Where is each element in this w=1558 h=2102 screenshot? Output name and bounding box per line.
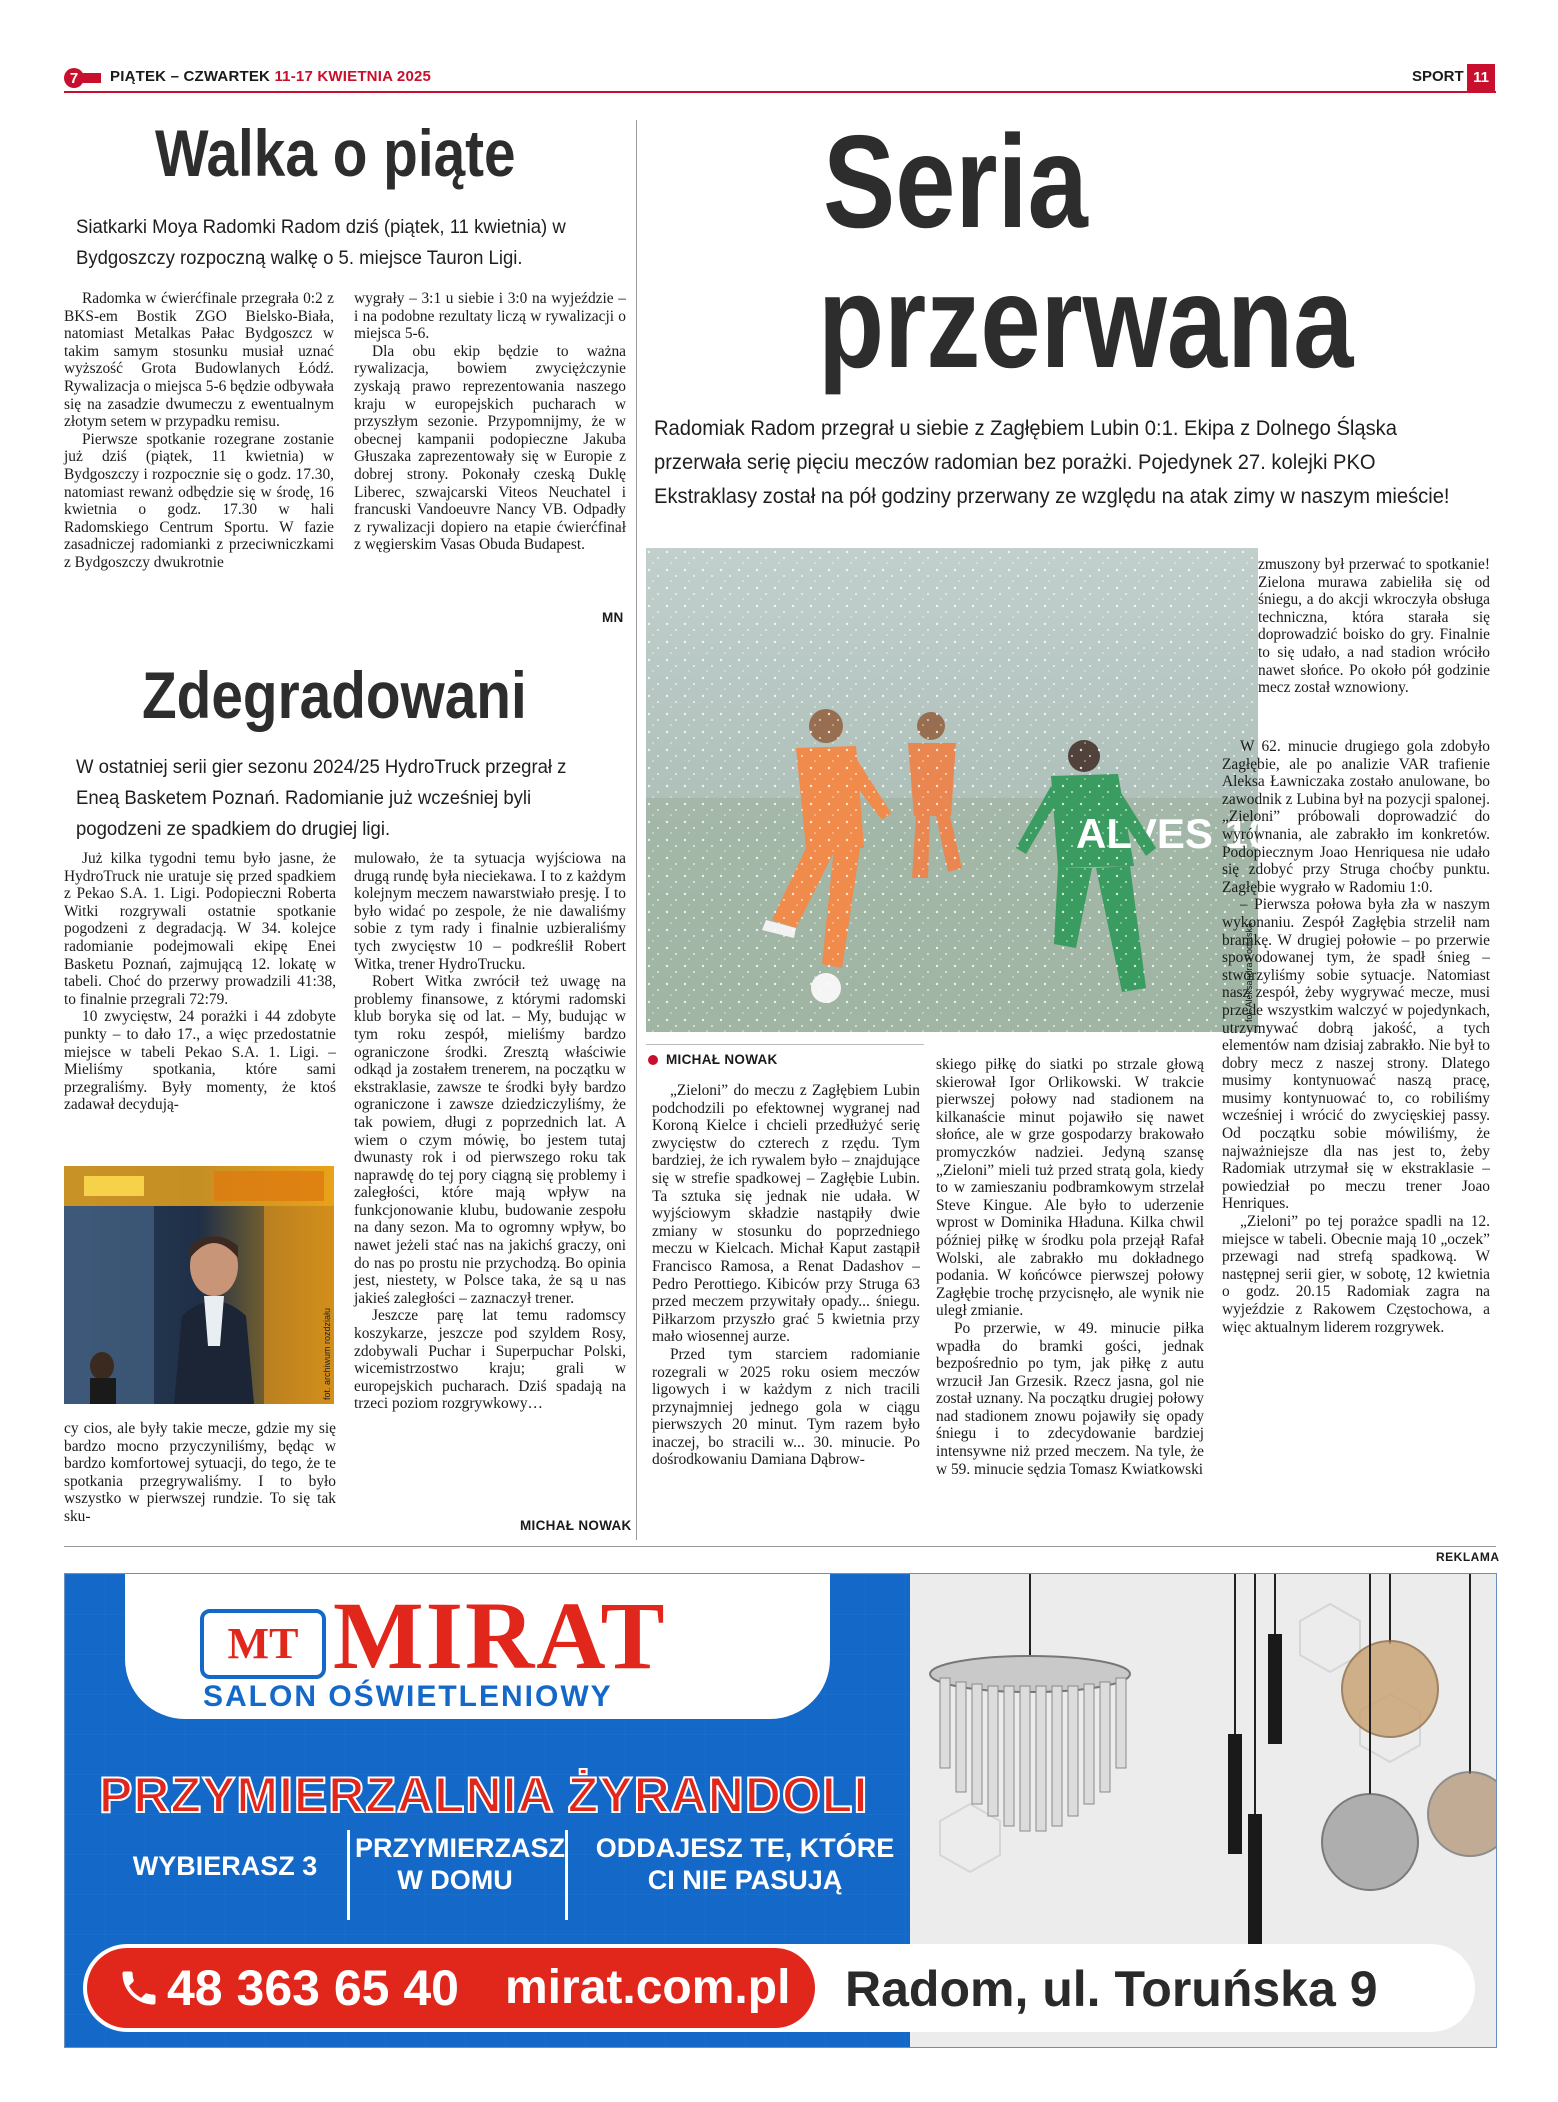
match-photo-image <box>646 548 1258 1032</box>
section-label: SPORT <box>1412 68 1464 85</box>
coach-photo <box>64 1166 334 1404</box>
article2-author: MICHAŁ NOWAK <box>520 1518 632 1533</box>
author-rule <box>646 1044 924 1045</box>
article1-col1 <box>64 290 334 572</box>
article1-lead: Siatkarki Moya Radomki Radom dziś (piątek, 11 kwietnia) w Bydgoszczy rozpoczną walkę o 5. miejsce Tauron Ligi. <box>76 216 566 269</box>
coach-photo-image <box>64 1166 334 1404</box>
article3-col2 <box>936 1056 1204 1478</box>
phone-icon <box>117 1966 161 2010</box>
paragraph: „Zieloni” po tej porażce spadli na 12. miejsce w tabeli. Obecnie mają 10 „oczek” przewagi nad strefą spadkową. W następnej serii gier, w sobotę, 12 kwietnia o godz. 20.15 Radomiak zagra na wyjeździe z Rakowem Częstochowa, a więc aktualnym liderem rozgrywek. <box>1222 1213 1490 1336</box>
paragraph: 10 zwycięstw, 24 porażki i 44 zdobyte punkty – to dało 17., a więc przedostatnie miejsce w tabeli Pekao S.A. 1. Ligi. – Mieliśmy spotkania, które sami przegraliśmy. Były momenty, że ktoś zadawał decydują- <box>64 1008 336 1114</box>
ad-step-divider <box>565 1830 568 1920</box>
paragraph: Już kilka tygodni temu było jasne, że HydroTruck nie uratuje się przed spadkiem z Pekao S.A. 1. Ligi. Podopieczni Roberta Witki rozgrywali ostatnie spotkanie pogodzeni z degradacją. W 34. kolejce radomianie podejmowali ekipę Enei Basketu Poznań, zajmującą 12. lokatę w tabeli. Choć do przerwy prowadzili 41:38, to finalnie przegrali 72:79. <box>64 850 336 1008</box>
svg-text:7: 7 <box>69 70 79 87</box>
ad-banner: PRZYMIERZALNIA ŻYRANDOLI <box>99 1767 869 1823</box>
article3-author: MICHAŁ NOWAK <box>666 1052 778 1067</box>
ad-step2: PRZYMIERZASZ W DOMU <box>355 1833 566 1895</box>
paragraph: mulowało, że ta sytuacja wyjściowa na drugą rundę była nieciekawa. I to z każdym kolejnym meczem nawarstwiało presję. I to było widać po zespole, że nie dawaliśmy sobie z tym rady i finalnie uzbieraliśmy tych zwycięstw 10 – podkreślił Robert Witka, trener HydroTrucku. <box>354 850 626 973</box>
paragraph: – Pierwsza połowa była zła w naszym wykonaniu. Zespół Zagłębia strzelił nam bramkę. W drugiej połowie – po przerwie spowodowanej tym, że spadł śnieg – stworzyliśmy sobie sytuacje. Natomiast nasz zespół, żeby wygrywać mecze, musi przede wszystkim walczyć w pojedynkach, utrzymywać dobrą jakość, a tych elementów nam dzisiaj zabrakło. Nie był to dobry mecz z naszej strony. Dlatego musimy kontynuować naszą pracę, musimy kontynuować to, co robiliśmy wcześniej i wrócić do zwycięskiej passy. Od początku sobie mówiliśmy, że najważniejsze dla nas jest to, żeby Radomiak utrzymał się w ekstraklasie – powiedział po meczu trener Joao Henriques. <box>1222 896 1490 1213</box>
column-divider <box>636 120 637 1540</box>
ad-step-divider <box>347 1830 350 1920</box>
issue-range: 11-17 KWIETNIA 2025 <box>274 68 432 85</box>
article3-col1 <box>652 1082 920 1469</box>
ad-label: REKLAMA <box>1436 1550 1500 1564</box>
paragraph: cy cios, ale były takie mecze, gdzie my się bardzo mocno przyczyniliśmy, będąc w bardzo komfortowej sytuacji, do tego, że te spotkania przegrywaliśmy. I to było wszystko w pierwszej rundzie. To się tak sku- <box>64 1420 336 1525</box>
issue-days: PIĄTEK – CZWARTEK <box>110 68 271 85</box>
paragraph: zmuszony był przerwać to spotkanie! Zielona murawa zabieliła się od śniegu, a do akcji wkroczyła obsługa techniczna, która starała się doprowadzić boisko do gry. Finalnie to się udało, a nad stadion wróciło nawet słońce. Po około pół godzinie mecz został wznowiony. <box>1258 556 1490 697</box>
paragraph: „Zieloni” do meczu z Zagłębiem Lubin podchodzili po efektownej wygranej nad Koroną Kielce i chcieli przedłużyć serię zwycięstw do czterech z rzędu. Tym bardziej, że ich rywalem było – znajdujące się w strefie spadkowej – Zagłębie Lubin. Ta sztuka się jednak nie udała. W wyjściowym składzie nastąpiły dwie zmiany w stosunku do poprzedniego meczu w Kielcach. Michał Kaput zastąpił Francisco Ramosa, a Renat Dadashov – Pedro Perottiego. Kibiców przy Struga 63 przed meczem przywitały opady... śniegu. Piłkarzom przyszło grać 5 kwietnia przy mało wiosennej aurze. <box>652 1082 920 1346</box>
paragraph: Po przerwie, w 49. minucie piłka wpadła do bramki gości, jednak bezpośrednio po tym, jak piłkę z autu wrzucił Jan Grzesik. Rzecz jasna, gol nie został uznany. Na początku drugiej połowy nad stadionem znowu pojawiły się opady śniegu i to zdecydowanie bardziej intensywne niż przed meczem. Na tyle, że w 59. minucie sędzia Tomasz Kwiatkowski <box>936 1319 1204 1478</box>
match-photo-credit: fot. Aleksandra Podlaska <box>1244 922 1254 1022</box>
mirat-ad[interactable] <box>64 1573 1497 2048</box>
author-dot-icon <box>648 1055 658 1065</box>
article1-author: MN <box>602 610 624 625</box>
ad-phone[interactable]: 48 363 65 40 <box>167 1960 459 2016</box>
ad-step1: WYBIERASZ 3 <box>132 1851 318 1881</box>
paragraph: wygrały – 3:1 u siebie i 3:0 na wyjeździe – i na podobne rezultaty liczą w rywalizacji o miejsca 5-6. <box>354 290 626 343</box>
logo-7dni-icon <box>64 66 102 90</box>
paragraph: Dla obu ekip będzie to ważna rywalizacja, bowiem zwyciężczynie zyskają prawo reprezentowania naszego kraju w europejskich pucharach w przyszłym sezonie. Przypomnijmy, że w obecnej kampanii podopieczne Jakuba Głuszaka zaprezentowały się w Europie z dobrej strony. Pokonały czeską Duklę Liberec, szwajcarski Viteos Neuchatel i francuski Vandoeuvre Nancy VB. Odpadły z rywalizacji dopiero na etapie ćwierćfinał z węgierskim Vasas Obuda Budapest. <box>354 342 626 554</box>
paragraph: Jeszcze parę lat temu radomscy koszykarze, jeszcze pod szyldem Rosy, zdobywali Puchar i Superpuchar Polski, wicemistrzostwo kraju; grali w europejskich pucharach. Dziś spadają na trzeci poziom rozgrywkowy… <box>354 1307 626 1413</box>
page-number: 11 <box>1467 64 1495 91</box>
mirat-logo-icon <box>200 1609 326 1679</box>
header-rule <box>64 91 1496 93</box>
ad-brand: MIRAT <box>333 1582 667 1689</box>
paragraph: Radomka w ćwierćfinale przegrała 0:2 z BKS-em Bostik ZGO Bielsko-Biała, natomiast Metalkas Pałac Bydgoszcz w takim samym stosunku musiał uznać wyższość Grota Budowlanych Łódź. Rywalizacja o miejsca 5-6 będzie odbywała się na zasadzie dwumeczu z ewentualnym złotym setem w przypadku remisu. <box>64 290 334 431</box>
ad-rule <box>64 1546 1496 1547</box>
issue-dates <box>110 68 431 85</box>
article3-col3 <box>1222 738 1490 1336</box>
article2-col1b <box>64 1420 336 1526</box>
ad-step3: ODDAJESZ TE, KTÓRE CI NIE PASUJĄ <box>595 1833 895 1895</box>
article3-col3a <box>1258 556 1490 697</box>
paragraph: Przed tym starciem radomianie rozegrali w 2025 roku osiem meczów ligowych i w każdym z nich tracili przynajmniej jednego gola w ciągu pierwszych 20 minut. Tym razem było inaczej, bo stracili w... 30. minucie. Po dośrodkowaniu Damiana Dąbrow- <box>652 1345 920 1469</box>
paragraph: Pierwsze spotkanie rozegrane zostanie już dziś (piątek, 11 kwietnia) w Bydgoszczy i rozpocznie się o godz. 17.30, natomiast rewanż odbędzie się w środę, 16 kwietnia o godz. 17.30 w hali Radomskiego Centrum Sportu. W fazie zasadniczej radomianki z przeciwniczkami z Bydgoszczy dwukrotnie <box>64 430 334 571</box>
article1-col2 <box>354 290 626 554</box>
article2-col1 <box>64 850 336 1114</box>
article2-col2 <box>354 850 626 1413</box>
article3-title-line1: Seria <box>823 108 1088 255</box>
paragraph: Robert Witka zwrócił też uwagę na problemy finansowe, z którymi radomski klub boryka się od lat. – My, budując w tym roku zespół, mieliśmy bardzo ograniczone środki. Zresztą właściwie odkąd ja zostałem trenerem, na początku w ekstraklasie, zawsze te środki były bardzo ograniczone i zawsze dziedziczyliśmy, że tak powiem, długi z poprzednich lat. A wiem o czym mówię, bo jestem tutaj dwunasty rok i od pierwszego roku tak naprawdę do tej pory ciągną się problemy i zaległości, które mają wpływ na funkcjonowanie klubu, budowanie zespołu na dany sezon. Ma to ogromny wpływ, bo nawet jeżeli stać nas na jakichś graczy, oni do nas po prostu nie przychodzą. Bo opinia jest, niestety, w Polsce taka, że są u nas jakieś zaległości – zaznaczył trener. <box>354 973 626 1307</box>
paragraph: skiego piłkę do siatki po strzale głową skierował Igor Orlikowski. W trakcie pierwszej połowy nad stadionem na kilkanaście minut pojawiło się nawet słońce, ale w grze gospodarzy brakowało promyczków nadziei. Jedyną szansę „Zieloni” mieli tuż przed stratą gola, kiedy to w zamieszaniu podbramkowym strzelał Steve Kingue. Ale było to uderzenie wprost w Dominika Hładuna. Kilka chwil później piłkę w środku pola przejął Rafał Wolski, ale zabrakło mu dokładnego podania. W końcówce pierwszej połowy Zagłębie trochę przycisnęło, ale wynik nie uległ zmianie. <box>936 1056 1204 1320</box>
article3-lead: Radomiak Radom przegrał u siebie z Zagłębiem Lubin 0:1. Ekipa z Dolnego Śląska przerwała serię pięciu meczów radomian bez porażki. Pojedynek 27. kolejki PKO Ekstraklasy został na pół godziny przerwany ze względu na atak zimy w naszym mieście! <box>654 417 1450 508</box>
coach-photo-credit: fot. archiwum rozdziału <box>322 1307 332 1400</box>
ad-subtitle: SALON OŚWIETLENIOWY <box>203 1680 613 1713</box>
article3-title-line2: przerwana <box>818 248 1354 395</box>
ad-website-link[interactable]: mirat.com.pl <box>505 1961 791 2014</box>
article2-title: Zdegradowani <box>142 658 527 732</box>
ad-address: Radom, ul. Toruńska 9 <box>845 1961 1378 2017</box>
paragraph: W 62. minucie drugiego gola zdobyło Zagłębie, ale po analizie VAR trafienie Aleksa Ławniczaka zostało anulowane, bo zawodnik z Lubina był na pozycji spalonej. „Zieloni” próbowali doprowadzić do wyrównania, ale zabrakło im konkretów. Podopiecznym Joao Henriquesa nie udało się zdobyć przy Struga choćby punktu. Zagłębie wygrało w Radomiu 1:0. <box>1222 738 1490 896</box>
article2-lead: W ostatniej serii gier sezonu 2024/25 HydroTruck przegrał z Eneą Basketem Poznań. Radomianie już wcześniej byli pogodzeni ze spadkiem do drugiej ligi. <box>76 756 567 840</box>
article1-title: Walka o piąte <box>155 116 516 190</box>
match-photo <box>646 548 1258 1032</box>
logo-mark: MT <box>227 1619 299 1668</box>
